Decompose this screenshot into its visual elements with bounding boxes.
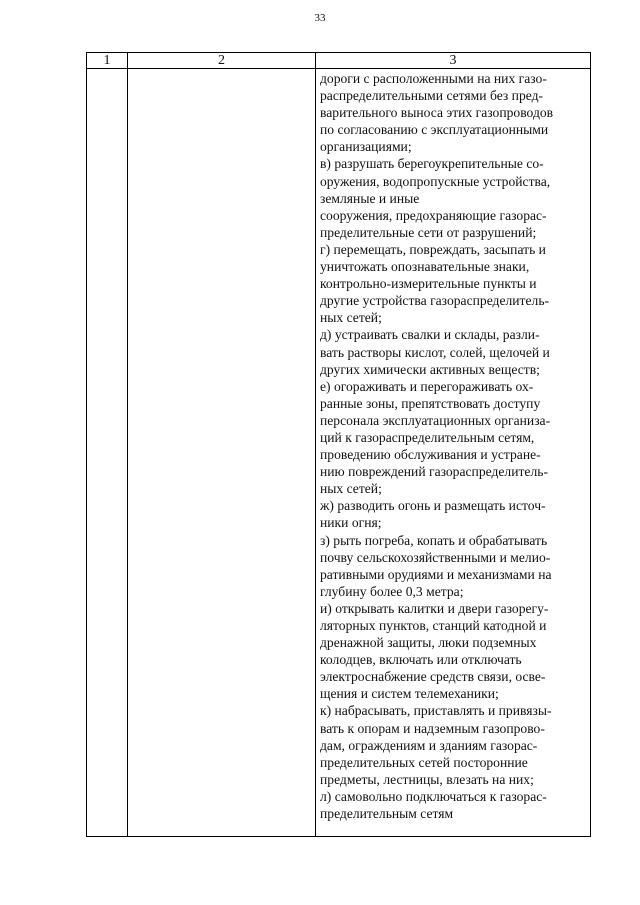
- text-line: почву сельскохозяйственными и мелио-: [320, 549, 551, 565]
- text-line: ных сетей;: [320, 481, 382, 497]
- text-line: пределительные сети от разрушений;: [320, 224, 537, 240]
- text-line: вать к опорам и надземным газопрово-: [320, 720, 545, 736]
- cell-col2: [128, 69, 316, 837]
- text-line: ных сетей;: [320, 310, 382, 326]
- text-line: оружения, водопропускные устройства,: [320, 173, 551, 189]
- text-line: дам, ограждениям и зданиям газорас-: [320, 737, 538, 753]
- text-line: предметы, лестницы, влезать на них;: [320, 771, 534, 787]
- text-line: ники огня;: [320, 515, 382, 531]
- column-header-3: 3: [316, 53, 591, 69]
- text-line: организациями;: [320, 139, 412, 155]
- text-line: д) устраивать свалки и склады, разли-: [320, 327, 540, 343]
- text-line: колодцев, включать или отключать: [320, 652, 522, 668]
- text-line: другие устройства газораспределитель-: [320, 293, 550, 309]
- text-line: нию повреждений газораспределитель-: [320, 464, 548, 480]
- text-line: сооружения, предохраняющие газорас-: [320, 207, 547, 223]
- document-table: [86, 52, 591, 837]
- page-number: 33: [314, 12, 326, 24]
- text-line: е) огораживать и перегораживать ох-: [320, 378, 534, 394]
- text-line: л) самовольно подключаться к газорас-: [320, 788, 547, 804]
- text-line: варительного выноса этих газопроводов: [320, 105, 554, 121]
- text-line: пределительным сетям: [320, 806, 454, 822]
- text-line: ляторных пунктов, станций катодной и: [320, 618, 547, 633]
- column-header-1: 1: [87, 53, 128, 69]
- text-line: уничтожать опознавательные знаки,: [320, 259, 530, 275]
- text-line: ций к газораспределительным сетям,: [320, 429, 535, 445]
- text-line: ративными орудиями и механизмами на: [320, 566, 552, 582]
- cell-col1: [87, 69, 128, 837]
- text-line: проведению обслуживания и устране-: [320, 447, 541, 463]
- text-line: дороги с расположенными на них газо-: [320, 71, 547, 86]
- text-line: земляные и иные: [320, 190, 420, 206]
- text-line: других химически активных веществ;: [320, 361, 540, 377]
- table-row: [87, 69, 591, 837]
- text-line: распределительными сетями без пред-: [320, 88, 544, 104]
- text-line: ранные зоны, препятствовать доступу: [320, 395, 541, 411]
- text-line: в) разрушать берегоукрепительные со-: [320, 156, 544, 172]
- text-line: пределительных сетей посторонние: [320, 754, 528, 770]
- text-line: персонала эксплуатационных организа-: [320, 412, 551, 428]
- text-line: электроснабжение средств связи, осве-: [320, 669, 546, 685]
- cell-col3: [316, 69, 591, 837]
- text-line: дренажной защиты, люки подземных: [320, 635, 537, 651]
- text-line: к) набрасывать, приставлять и привязы-: [320, 703, 552, 719]
- text-line: г) перемещать, повреждать, засыпать и: [320, 241, 546, 257]
- text-line: контрольно-измерительные пункты и: [320, 276, 537, 292]
- table-header-row: [87, 53, 591, 69]
- text-line: по согласованию с эксплуатационными: [320, 122, 549, 138]
- column-header-2: 2: [128, 53, 316, 69]
- cell-col3-text: [316, 69, 590, 822]
- text-line: щения и систем телемеханики;: [320, 686, 499, 702]
- text-line: и) открывать калитки и двери газорегу-: [320, 600, 549, 616]
- text-line: вать растворы кислот, солей, щелочей и: [320, 344, 550, 360]
- text-line: глубину более 0,3 метра;: [320, 583, 464, 599]
- text-line: з) рыть погреба, копать и обрабатывать: [320, 532, 548, 548]
- text-line: ж) разводить огонь и размещать источ-: [320, 498, 546, 514]
